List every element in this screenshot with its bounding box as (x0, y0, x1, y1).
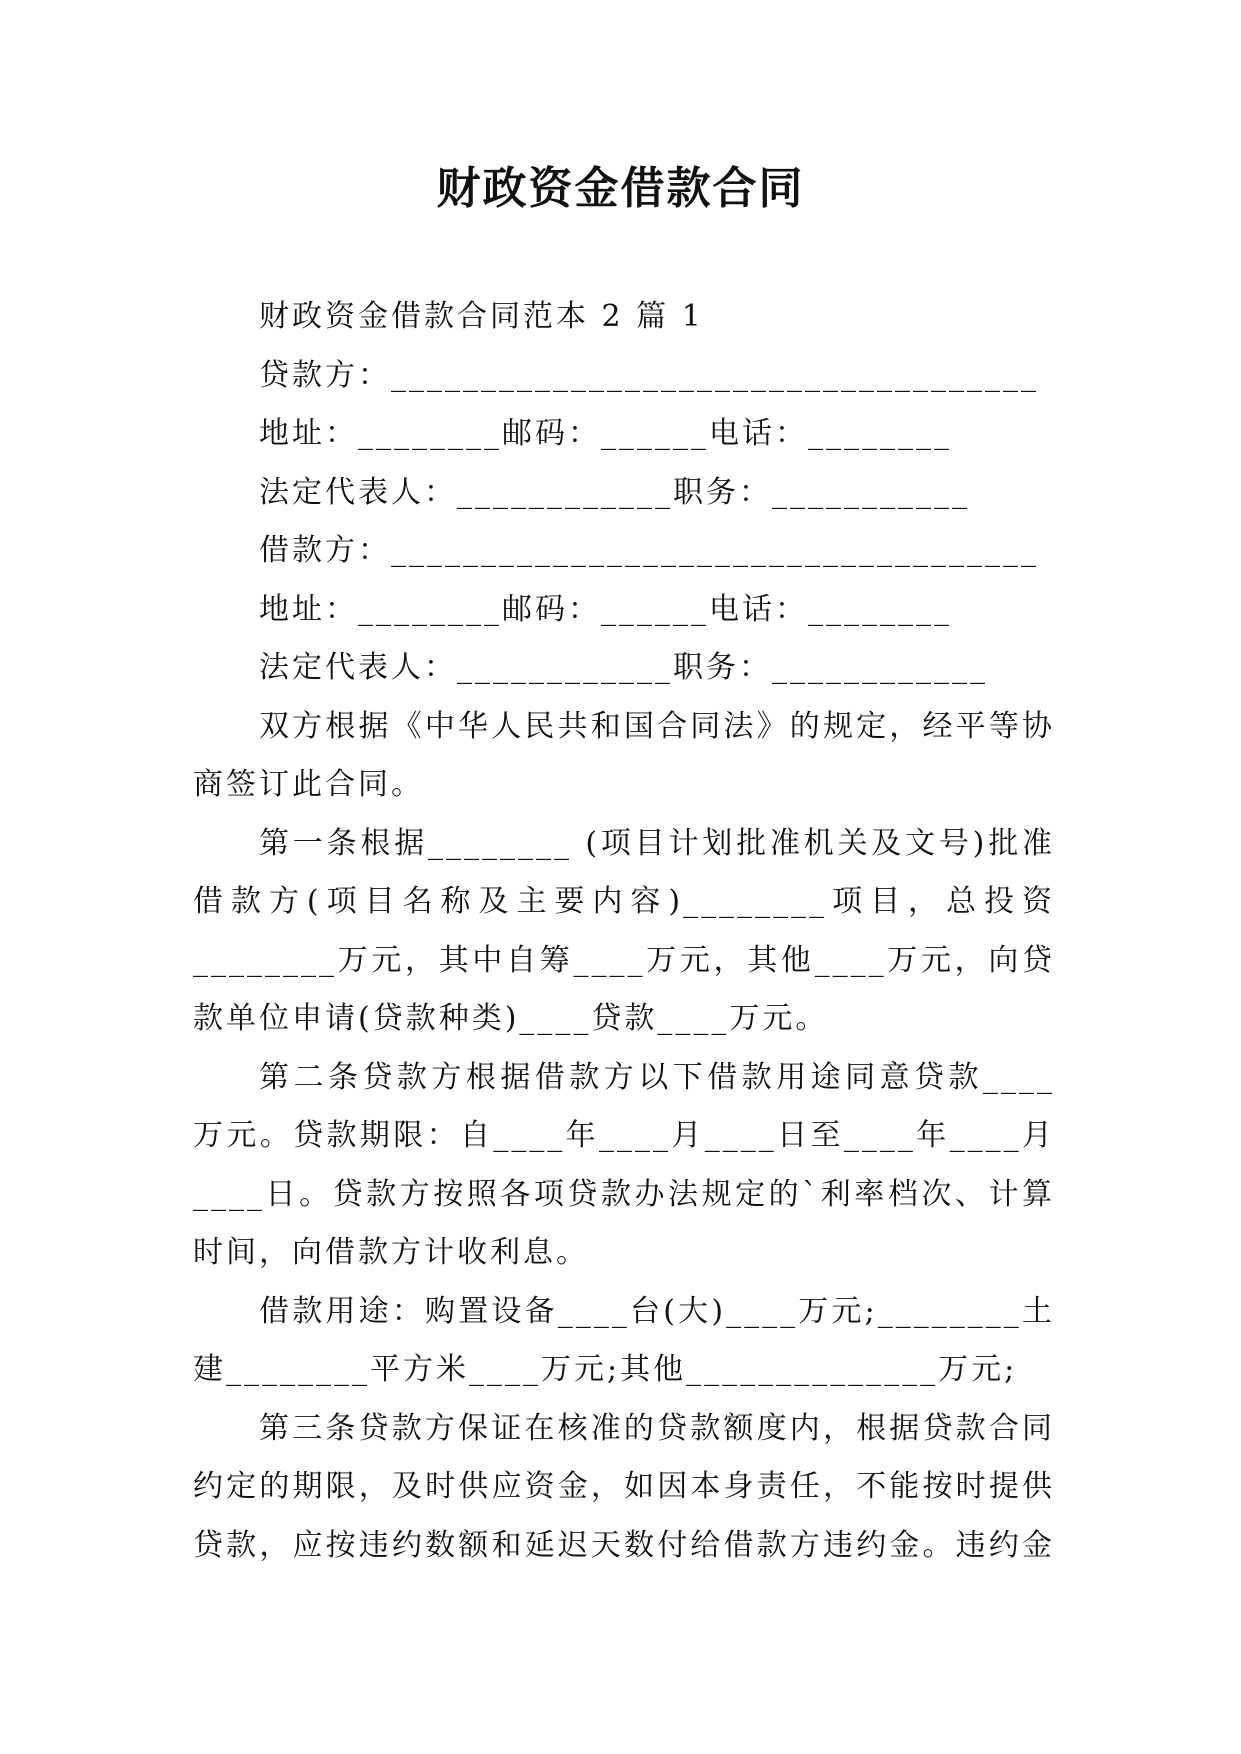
borrower-address-line: 地址：________邮码：______电话：________ (259, 591, 952, 627)
document-subtitle: 财政资金借款合同范本 2 篇 1 (259, 299, 704, 334)
article-1-paragraph: 第一条根据________ (项目计划批准机关及文号)批准借款方(项目名称及主要内容)________项目，总投资________万元，其中自筹____万元，其他____万元，向贷款单位申请(贷款种类)____贷款____万元。 (193, 825, 1055, 1036)
loan-purpose-paragraph: 借款用途：购置设备____台(大)____万元;________土建________平方米____万元;其他______________万元; (193, 1293, 1055, 1387)
document-title: 财政资金借款合同 (436, 163, 805, 214)
borrower-line: 借款方：____________________________________ (259, 533, 1039, 568)
preamble-paragraph: 双方根据《中华人民共和国合同法》的规定，经平等协商签订此合同。 (193, 708, 1055, 802)
article-3-paragraph: 第三条贷款方保证在核准的贷款额度内，根据贷款合同约定的期限，及时供应资金，如因本身责任，不能按时提供贷款，应按违约数额和延迟天数付给借款方违约金。违约金 (193, 1410, 1055, 1563)
lender-representative-line: 法定代表人：____________职务：___________ (259, 474, 970, 510)
borrower-representative-line: 法定代表人：____________职务：____________ (259, 650, 988, 685)
lender-address-line: 地址：________邮码：______电话：________ (259, 416, 952, 451)
lender-line: 贷款方：____________________________________ (259, 357, 1039, 393)
document-body (193, 288, 1055, 1575)
article-2-paragraph: 第二条贷款方根据借款方以下借款用途同意贷款____万元。贷款期限：自____年____月____日至____年____月____日。贷款方按照各项贷款办法规定的`利率档次、计算时间，向借款方计收利息。 (193, 1059, 1055, 1270)
